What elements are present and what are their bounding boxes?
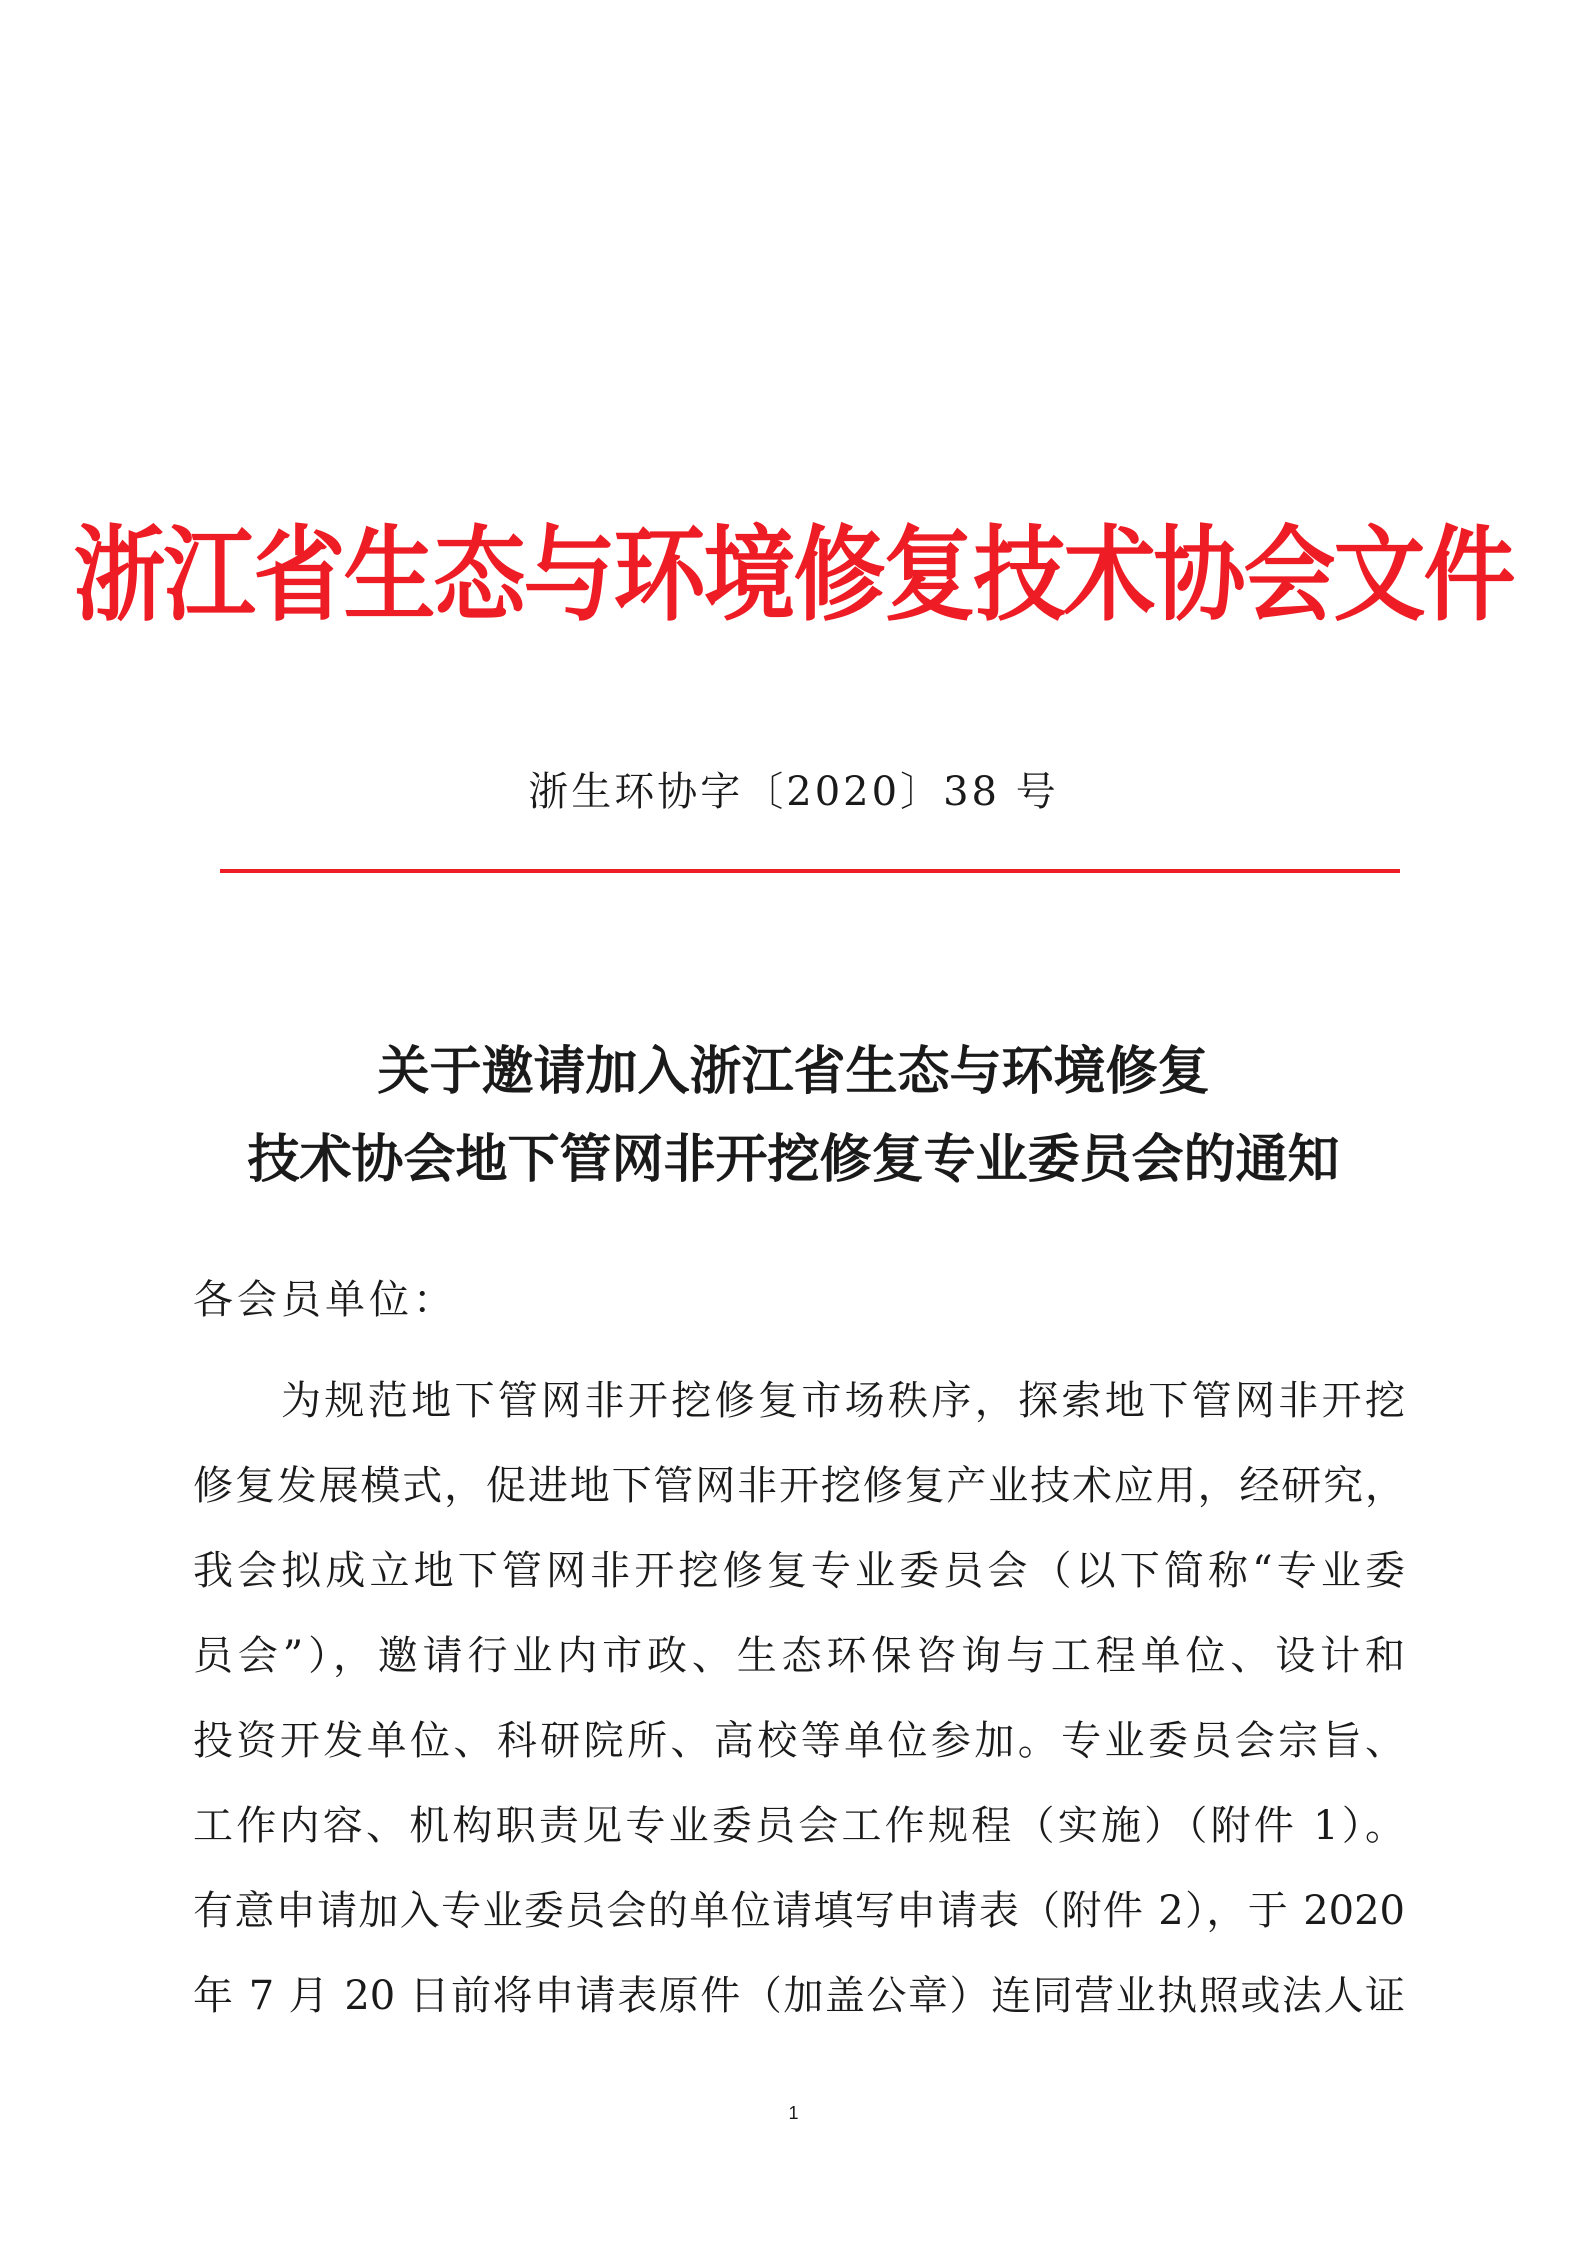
notice-title-line-2: 技术协会地下管网非开挖修复专业委员会的通知 — [247, 1130, 1340, 1190]
body-line: 工作内容、机构职责见专业委员会工作规程（实施）（附件 1）。 — [193, 1803, 1405, 1849]
document-number: 浙生环协字〔2020〕38 号 — [528, 769, 1059, 815]
document-masthead: 浙江省生态与环境修复技术协会文件 — [73, 515, 1514, 636]
body-line: 员会”），邀请行业内市政、生态环保咨询与工程单位、设计和 — [193, 1633, 1405, 1679]
red-divider-line — [220, 869, 1400, 873]
page-number: 1 — [788, 2103, 799, 2123]
body-line: 投资开发单位、科研院所、高校等单位参加。专业委员会宗旨、 — [193, 1718, 1405, 1764]
salutation: 各会员单位： — [193, 1277, 457, 1323]
body-line: 有意申请加入专业委员会的单位请填写申请表（附件 2），于 2020 — [193, 1888, 1405, 1934]
body-line: 修复发展模式，促进地下管网非开挖修复产业技术应用，经研究， — [193, 1463, 1405, 1509]
body-line: 年 7 月 20 日前将申请表原件（加盖公章）连同营业执照或法人证 — [193, 1973, 1405, 2019]
notice-title-line-1: 关于邀请加入浙江省生态与环境修复 — [377, 1042, 1210, 1102]
body-paragraph — [193, 1359, 1405, 2039]
body-line: 我会拟成立地下管网非开挖修复专业委员会（以下简称“专业委 — [193, 1548, 1405, 1594]
notice-title — [0, 1028, 1587, 1204]
body-line: 为规范地下管网非开挖修复市场秩序，探索地下管网非开挖 — [281, 1378, 1405, 1424]
